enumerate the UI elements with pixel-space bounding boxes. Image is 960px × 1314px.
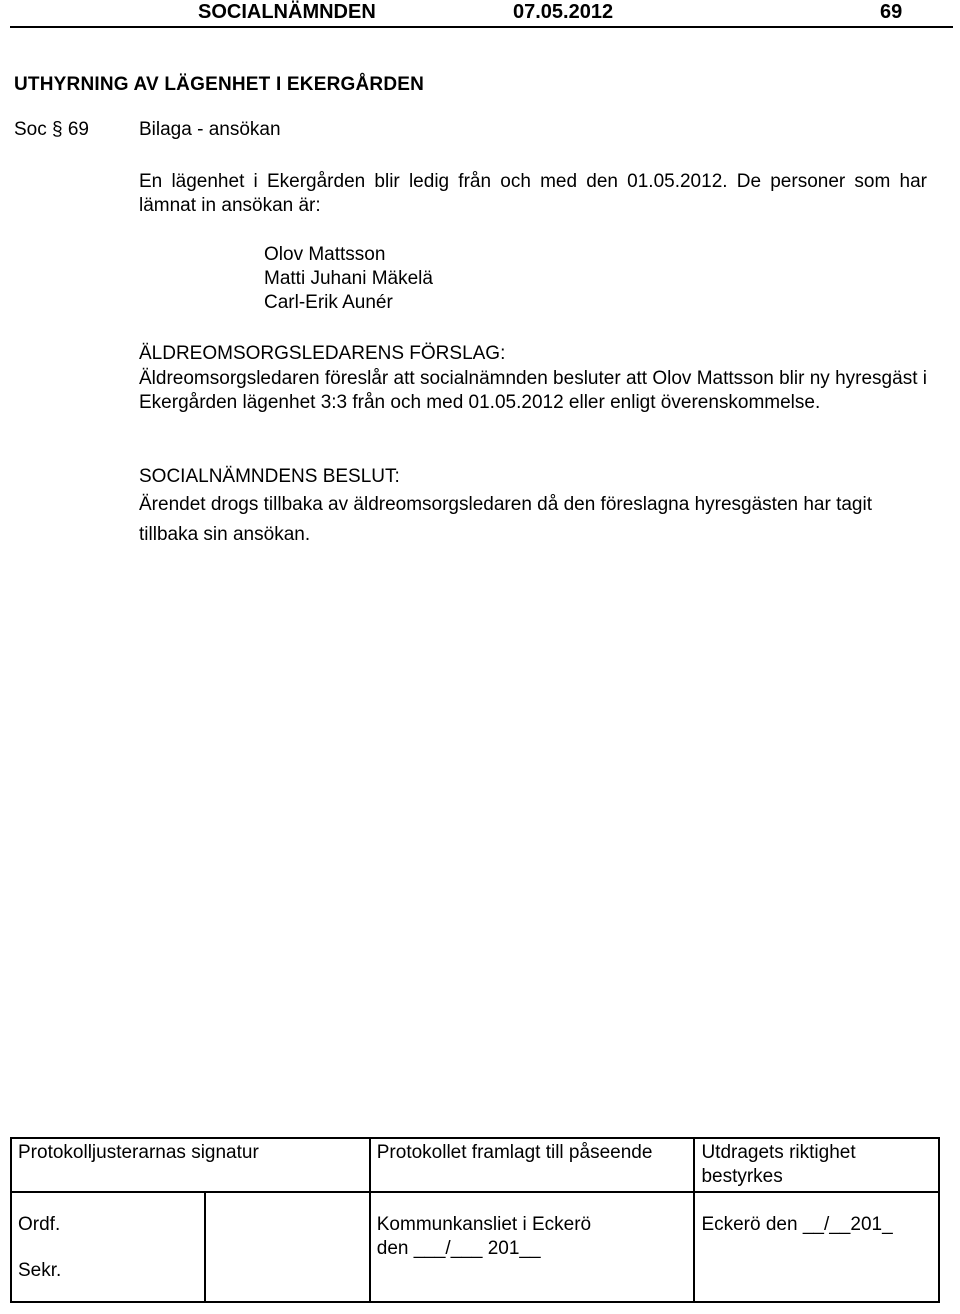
chair-label: Ordf. bbox=[18, 1214, 61, 1235]
decision-heading: SOCIALNÄMNDENS BESLUT: bbox=[139, 466, 400, 487]
applicant-name: Carl-Erik Aunér bbox=[264, 292, 393, 313]
posting-header: Protokollet framlagt till påseende bbox=[370, 1138, 695, 1192]
section-reference: Soc § 69 bbox=[14, 119, 89, 140]
certification-cell bbox=[694, 1192, 939, 1302]
posting-cell bbox=[370, 1192, 695, 1302]
attachment-label: Bilaga - ansökan bbox=[139, 119, 281, 140]
document-title: UTHYRNING AV LÄGENHET I EKERGÅRDEN bbox=[14, 74, 425, 95]
applicant-name: Olov Mattsson bbox=[264, 244, 386, 265]
secretary-label: Sekr. bbox=[18, 1260, 62, 1281]
proposal-heading: ÄLDREOMSORGSLEDARENS FÖRSLAG: bbox=[139, 343, 506, 364]
header-committee: SOCIALNÄMNDEN bbox=[198, 1, 376, 23]
signature-labels-cell bbox=[11, 1192, 205, 1302]
signature-table bbox=[10, 1137, 940, 1303]
intro-paragraph: En lägenhet i Ekergården blir ledig från och med den 01.05.2012. De personer som har lämnat in ansökan är: bbox=[139, 171, 927, 216]
certification-date: Eckerö den __/__201_ bbox=[701, 1214, 893, 1235]
decision-paragraph: Ärendet drogs tillbaka av äldreomsorgsledaren då den föreslagna hyresgästen har tagit tillbaka sin ansökan. bbox=[139, 494, 873, 545]
header-date: 07.05.2012 bbox=[513, 1, 614, 23]
signature-header: Protokolljusterarnas signatur bbox=[11, 1138, 370, 1192]
applicant-name: Matti Juhani Mäkelä bbox=[264, 268, 433, 289]
certification-header: Utdragets riktighet bestyrkes bbox=[694, 1138, 939, 1192]
proposal-paragraph: Äldreomsorgsledaren föreslår att socialnämnden besluter att Olov Mattsson blir ny hyresgäst i Ekergården lägenhet 3:3 från och med 01.05.2012 eller enligt överenskommelse. bbox=[139, 368, 927, 413]
office-date: den ___/___ 201__ bbox=[376, 1238, 541, 1259]
office-name: Kommunkansliet i Eckerö bbox=[376, 1214, 592, 1235]
header-page-number: 69 bbox=[880, 1, 903, 23]
signature-space bbox=[205, 1192, 369, 1302]
header-rule bbox=[10, 26, 953, 28]
